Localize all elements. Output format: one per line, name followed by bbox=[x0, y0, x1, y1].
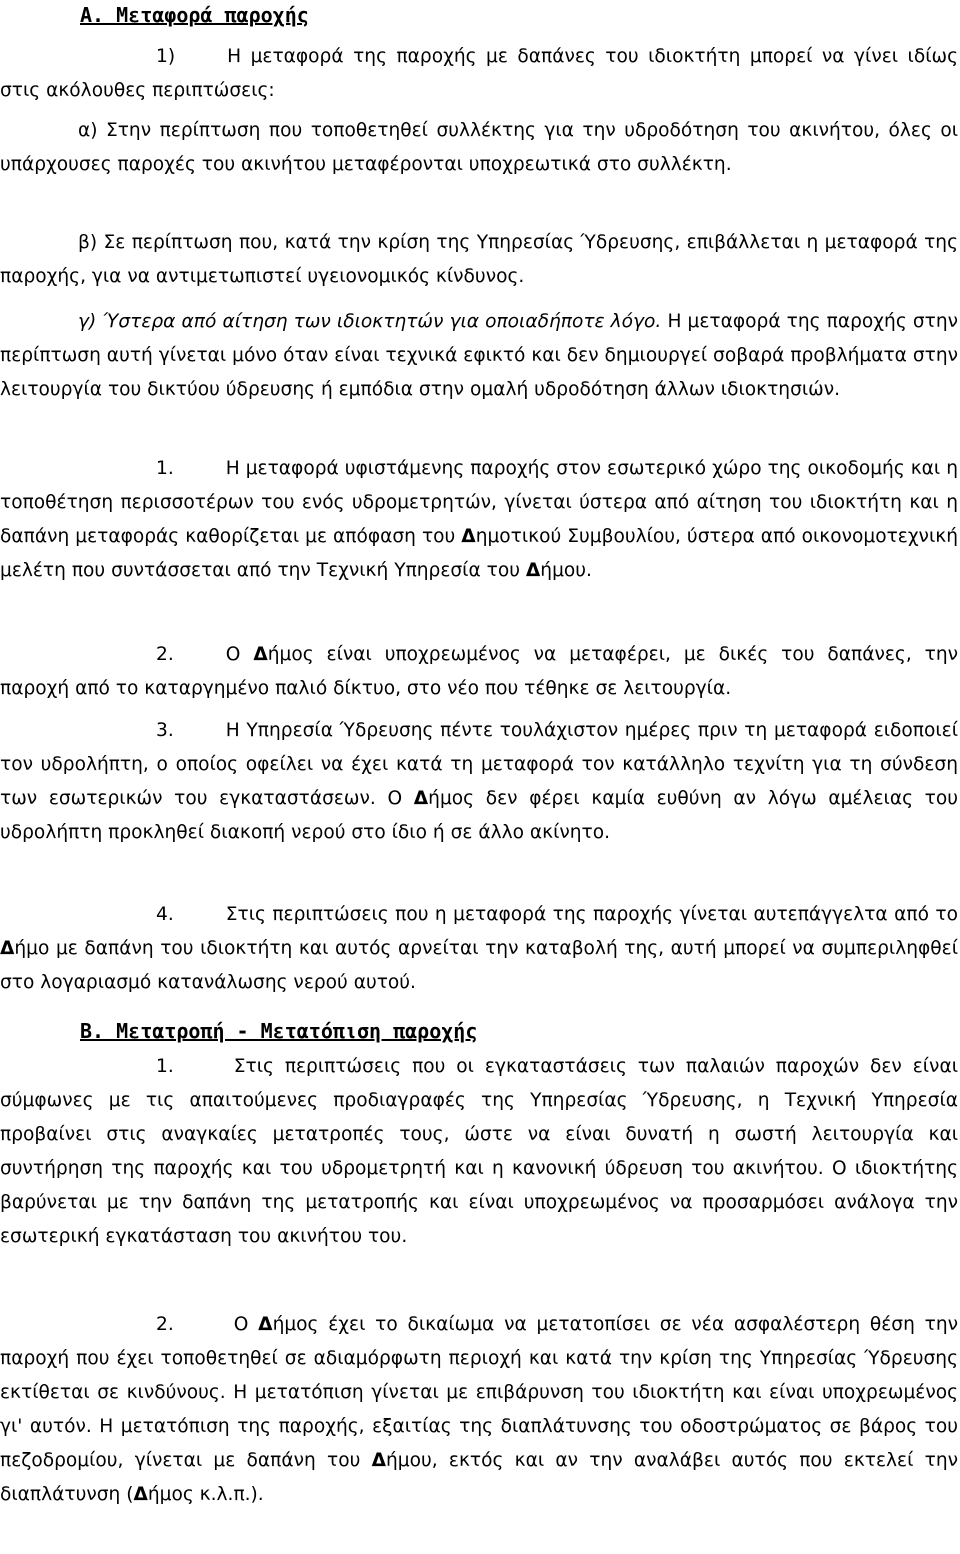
section-b-heading: Β. Μετατροπή - Μετατόπιση παροχής bbox=[80, 1019, 478, 1043]
paragraph-2-text-a: Ο bbox=[225, 644, 254, 665]
paragraph-3-text-a: Η Υπηρεσία Ύδρευσης πέντε τουλάχιστον ημέρες πριν τη μεταφορά ειδοποιεί τον υδρολήπτη, ο οποίος οφείλει να έχει κατά τη μεταφορά τον κατάλληλο τεχνίτη για τη σύνδεση των εσωτερικών του εγκαταστάσεων. Ο bbox=[0, 720, 958, 809]
section-a-intro bbox=[0, 40, 958, 108]
paragraph-4-text-a: Στις περιπτώσεις που η μεταφορά της παροχής γίνεται αυτεπάγγελτα από το bbox=[225, 904, 958, 925]
section-b-paragraph-1 bbox=[0, 1050, 958, 1254]
intro-text: Η μεταφορά της παροχής με δαπάνες του ιδιοκτήτη μπορεί να γίνει ιδίως στις ακόλουθες περιπτώσεις: bbox=[0, 46, 958, 101]
section-b-paragraph-1-number: 1. bbox=[156, 1056, 174, 1077]
paragraph-1-number: 1. bbox=[156, 458, 174, 479]
case-c-italic-text: γ) Ύστερα από αίτηση των ιδιοκτητών για οποιαδήποτε λόγο. bbox=[78, 311, 662, 332]
section-a-paragraph-3 bbox=[0, 714, 958, 850]
paragraph-2-bold: Δ bbox=[253, 644, 268, 665]
paragraph-3-bold: Δ bbox=[413, 788, 429, 809]
paragraph-1-text-b: ημοτικού Συμβουλίου, ύστερα από οικονομοτεχνική μελέτη που συντάσσεται από την Τεχνική Υπηρεσία του bbox=[0, 526, 958, 581]
case-c-paragraph bbox=[0, 305, 958, 407]
section-b-paragraph-2-text-d: ήμος κ.λ.π.). bbox=[147, 1484, 264, 1505]
paragraph-1-text-a: Η μεταφορά υφιστάμενης παροχής στον εσωτερικό χώρο της οικοδομής και η τοποθέτηση περισσοτέρων του ενός υδρομετρητών, γίνεται ύστερα από αίτηση του ιδιοκτήτη και η δαπάνη μεταφοράς καθορίζεται με απόφαση του bbox=[0, 458, 958, 547]
section-b-paragraph-2-bold-c: Δ bbox=[133, 1484, 148, 1505]
paragraph-1-bold-a: Δ bbox=[461, 526, 476, 547]
section-b-paragraph-1-text: Στις περιπτώσεις που οι εγκαταστάσεις των παλαιών παροχών δεν είναι σύμφωνες με τις απαιτούμενες προδιαγραφές της Υπηρεσίας Ύδρευσης, η Τεχνική Υπηρεσία προβαίνει στις αναγκαίες μετατροπές τους, ώστε να είναι δυνατή η σωστή λειτουργία και συντήρηση της παροχής και του υδρομετρητή και η κανονική ύδρευση του ακινήτου. Ο ιδιοκτήτης βαρύνεται με την δαπάνη της μετατροπής και είναι υποχρεωμένος να προσαρμόσει ανάλογα την εσωτερική εγκατάσταση του ακινήτου του. bbox=[0, 1056, 958, 1247]
case-a-text: α) Στην περίπτωση που τοποθετηθεί συλλέκτης για την υδροδότηση του ακινήτου, όλες οι υπάρχουσες παροχές του ακινήτου μεταφέρονται υποχρεωτικά στο συλλέκτη. bbox=[0, 120, 958, 175]
paragraph-3-number: 3. bbox=[156, 720, 174, 741]
section-b-paragraph-2-bold-a: Δ bbox=[258, 1314, 273, 1335]
paragraph-4-number: 4. bbox=[156, 904, 174, 925]
section-a-paragraph-4 bbox=[0, 898, 958, 1000]
section-b-paragraph-2-bold-b: Δ bbox=[371, 1450, 386, 1471]
section-b-paragraph-2-text-b: ήμος έχει το δικαίωμα να μετατοπίσει σε νέα ασφαλέστερη θέση την παροχή που έχει τοποθετηθεί σε αδιαμόρφωτη περιοχή και κατά την κρίση της Υπηρεσίας Ύδρευσης εκτίθεται σε κινδύνους. Η μετατόπιση γίνεται με επιβάρυνση του ιδιοκτήτη και είναι υποχρεωμένος γι' αυτόν. Η μετατόπιση της παροχής, εξαιτίας της διαπλάτυνσης του οδοστρώματος σε βάρος του πεζοδρομίου, γίνεται με δαπάνη του bbox=[0, 1314, 959, 1471]
section-b-paragraph-2 bbox=[0, 1308, 958, 1512]
section-a-paragraph-2 bbox=[0, 638, 958, 706]
paragraph-4-text-b: ήμο με δαπάνη του ιδιοκτήτη και αυτός αρνείται την καταβολή της, αυτή μπορεί να συμπεριληφθεί στο λογαριασμό κατανάλωσης νερού αυτού. bbox=[0, 938, 958, 993]
paragraph-3-text-b: ήμος δεν φέρει καμία ευθύνη αν λόγω αμέλειας του υδρολήπτη προκληθεί διακοπή νερού στο ίδιο ή σε άλλο ακίνητο. bbox=[0, 788, 958, 843]
case-c-text: Η μεταφορά της παροχής στην περίπτωση αυτή γίνεται μόνο όταν είναι τεχνικά εφικτό και δεν δημιουργεί σοβαρά προβλήματα στην λειτουργία του δικτύου ύδρευσης ή εμπόδια στην ομαλή υδροδότηση άλλων ιδιοκτησιών. bbox=[0, 311, 958, 400]
paragraph-2-text-b: ήμος είναι υποχρεωμένος να μεταφέρει, με δικές του δαπάνες, την παροχή από το καταργημένο παλιό δίκτυο, στο νέο που τέθηκε σε λειτουργία. bbox=[0, 644, 959, 699]
paragraph-1-bold-b: Δ bbox=[525, 560, 541, 581]
paragraph-4-bold: Δ bbox=[0, 938, 15, 959]
case-b-text: β) Σε περίπτωση που, κατά την κρίση της Υπηρεσίας Ύδρευσης, επιβάλλεται η μεταφορά της παροχής, για να αντιμετωπιστεί υγειονομικός κίνδυνος. bbox=[0, 232, 958, 287]
paragraph-2-number: 2. bbox=[156, 644, 174, 665]
section-a-paragraph-1 bbox=[0, 452, 958, 588]
intro-number: 1) bbox=[156, 46, 176, 67]
case-b-paragraph bbox=[0, 226, 958, 294]
case-a-paragraph bbox=[0, 114, 958, 182]
section-a-heading: Α. Μεταφορά παροχής bbox=[80, 3, 309, 27]
section-b-paragraph-2-text-a: Ο bbox=[233, 1314, 259, 1335]
section-b-paragraph-2-text-c: ήμου, εκτός και αν την αναλάβει αυτός που εκτελεί την διαπλάτυνση ( bbox=[0, 1450, 958, 1505]
section-b-paragraph-2-number: 2. bbox=[156, 1314, 174, 1335]
paragraph-1-text-c: ήμου. bbox=[540, 560, 592, 581]
